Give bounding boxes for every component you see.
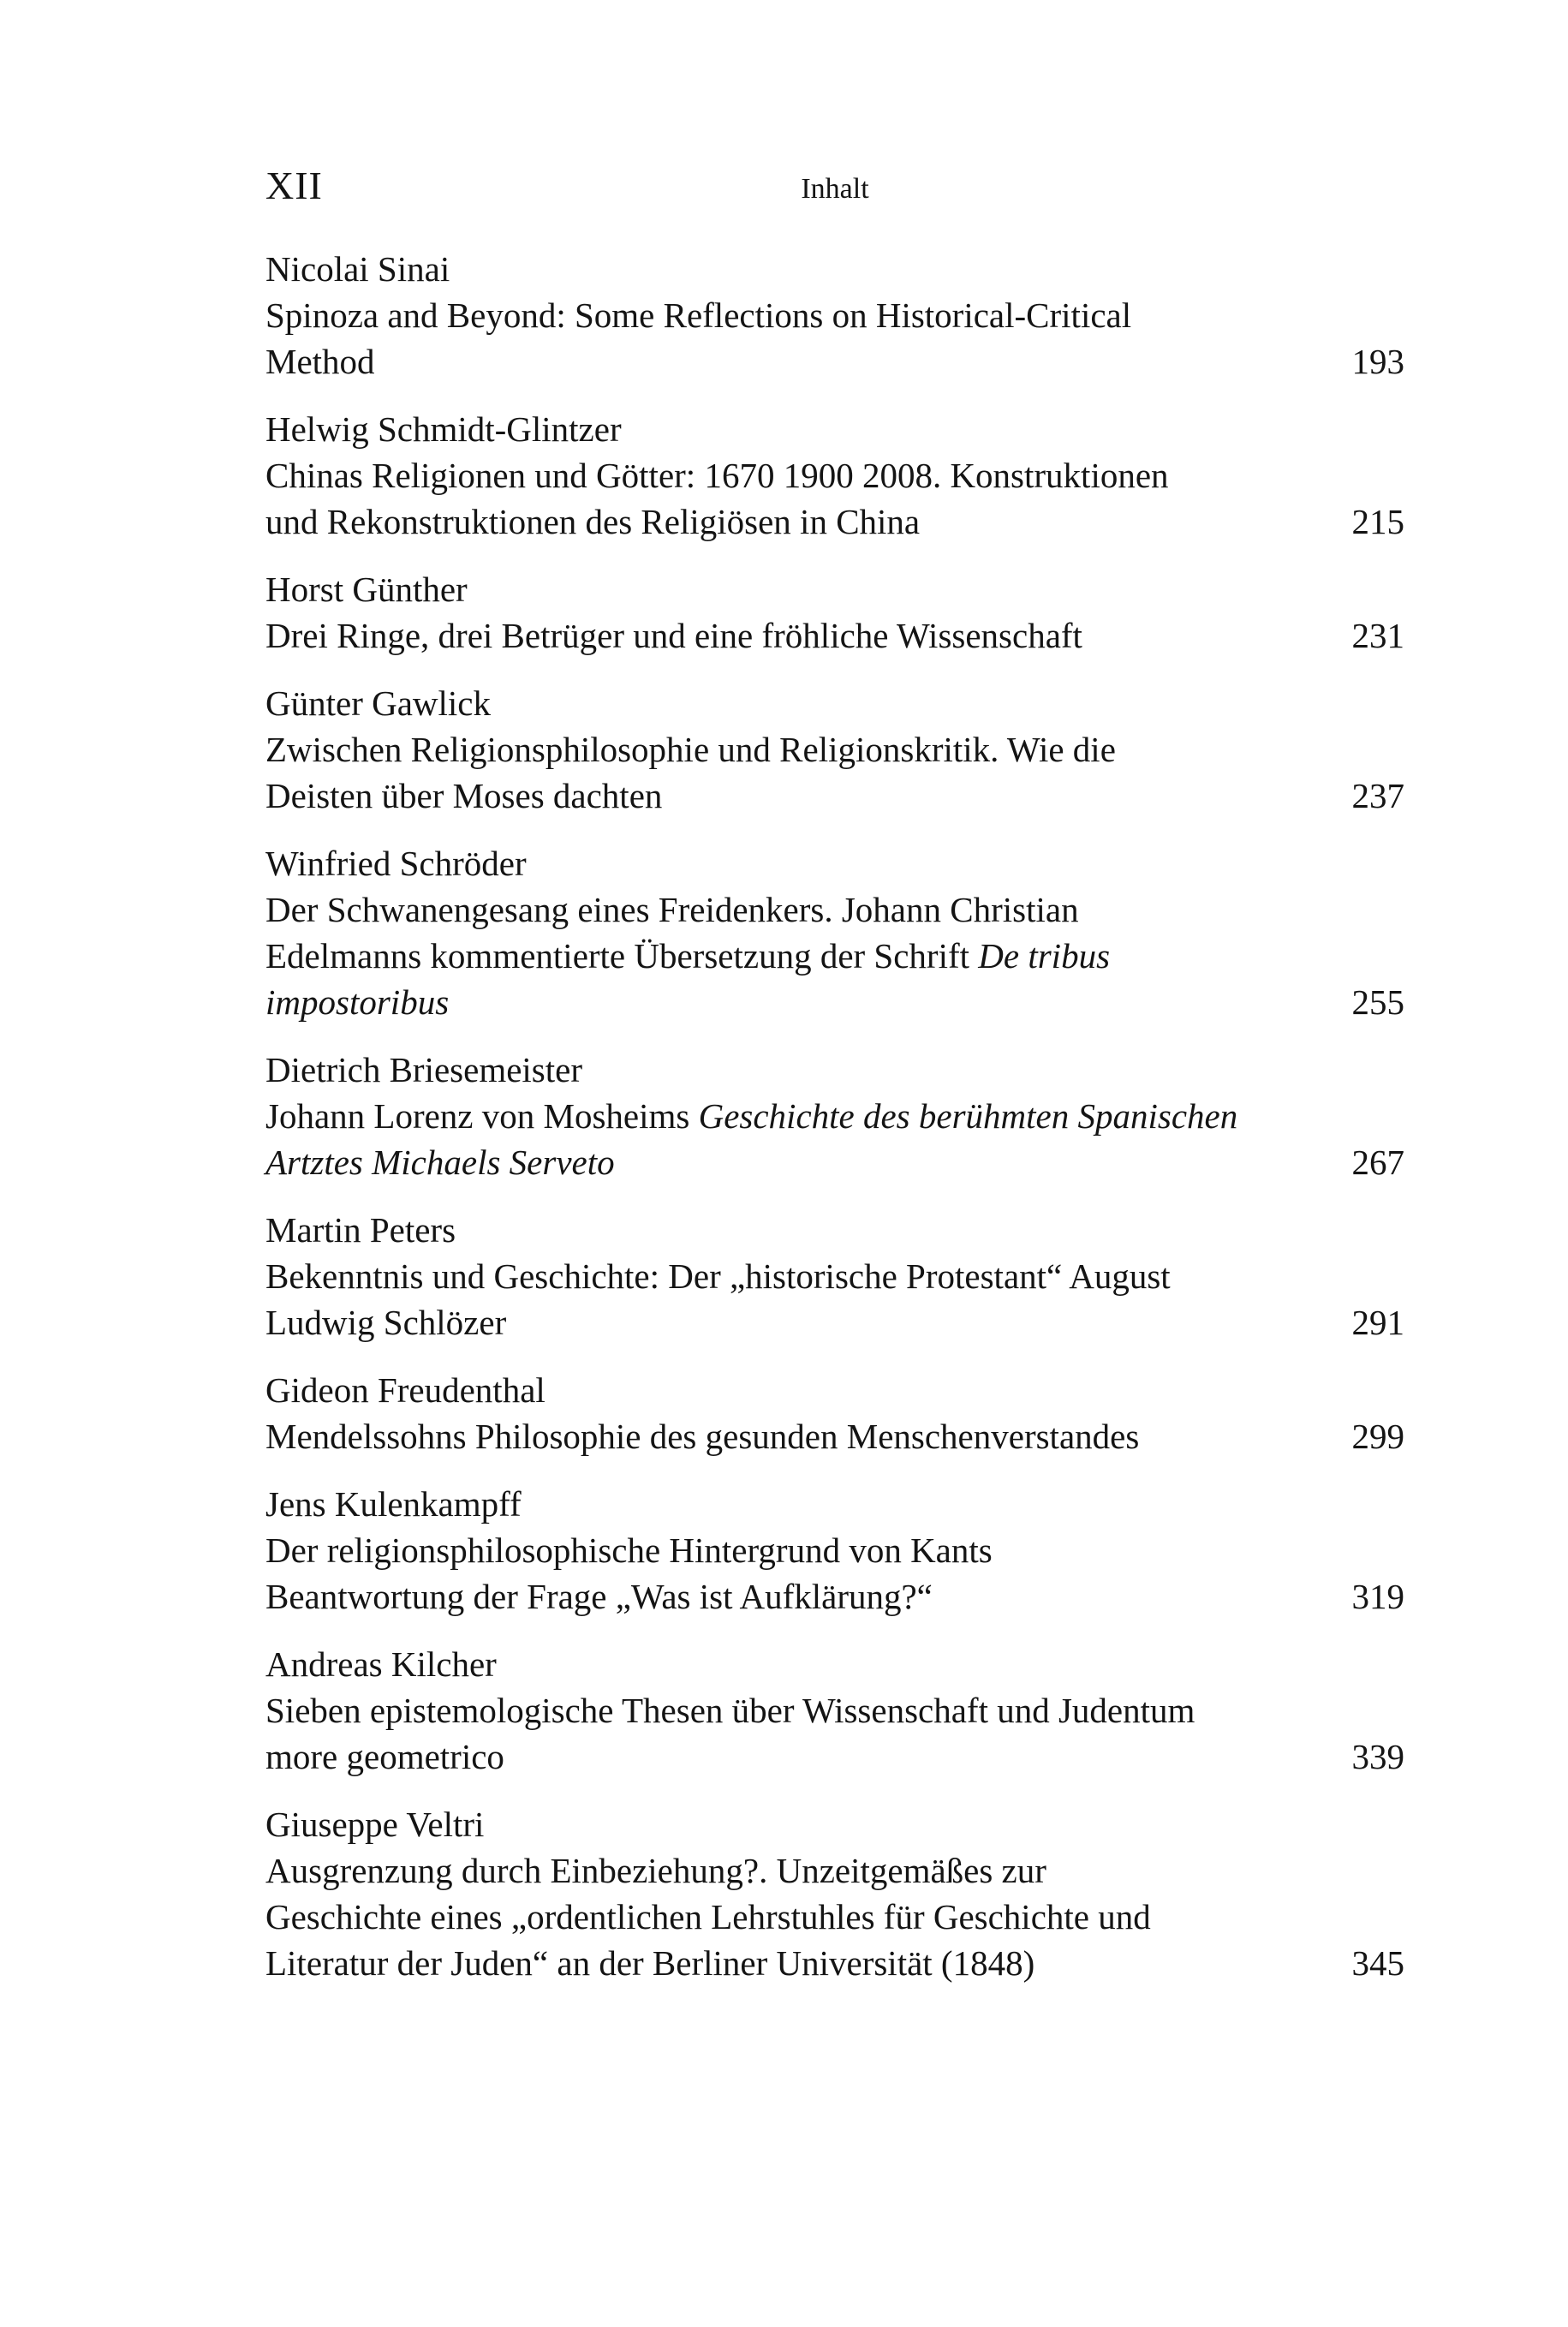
toc-author: Nicolai Sinai — [265, 249, 450, 289]
toc-page-number: 319 — [1351, 1577, 1404, 1616]
title-text: Literatur der Juden“ an der Berliner Universität (1848) — [265, 1943, 1035, 1983]
toc-title-last-line — [265, 1413, 1404, 1459]
dot-leader — [1043, 1940, 1315, 1986]
toc-page-number: 267 — [1351, 1143, 1404, 1182]
toc-entry — [265, 566, 1404, 659]
dot-leader — [384, 338, 1315, 385]
toc-title-last-line — [265, 979, 1404, 1025]
toc-title-line — [265, 1093, 1404, 1139]
toc-title-last-line — [265, 1733, 1404, 1780]
toc-page-number: 231 — [1351, 616, 1404, 655]
page-header — [265, 163, 1404, 214]
dot-leader — [457, 979, 1315, 1025]
dot-leader — [515, 1299, 1315, 1345]
toc-entry — [265, 1207, 1404, 1345]
toc-entry — [265, 1641, 1404, 1780]
toc-title-last-line — [265, 612, 1404, 659]
dot-leader — [513, 1733, 1315, 1780]
toc-author: Gideon Freudenthal — [265, 1370, 546, 1410]
toc-title-line — [265, 933, 1404, 979]
dot-leader — [1148, 1413, 1315, 1459]
toc-entry — [265, 246, 1404, 385]
italic-title-text: impostoribus — [265, 982, 450, 1022]
toc-author: Andreas Kilcher — [265, 1644, 497, 1684]
toc-author: Martin Peters — [265, 1210, 456, 1250]
toc-author: Horst Günther — [265, 570, 468, 609]
toc-title-last-line — [265, 338, 1404, 385]
toc-title-line: Bekenntnis und Geschichte: Der „historische Protestant“ August — [265, 1256, 1171, 1296]
toc-title-text — [265, 1139, 615, 1185]
toc-title-last-line — [265, 1299, 1404, 1345]
title-text: Ludwig Schlözer — [265, 1303, 507, 1342]
toc-title-last-line — [265, 498, 1404, 545]
toc-title-last-line — [265, 773, 1404, 819]
dot-leader — [941, 1573, 1315, 1620]
toc-entry — [265, 1481, 1404, 1620]
italic-title-text: Geschichte des berühmten Spanischen — [698, 1096, 1238, 1136]
page-folio: XII — [265, 164, 323, 207]
toc-title-text — [265, 498, 920, 545]
toc-page-number: 299 — [1351, 1417, 1404, 1456]
toc-title-line: Geschichte eines „ordentlichen Lehrstuhles für Geschichte und — [265, 1897, 1151, 1936]
toc-entry — [265, 840, 1404, 1025]
toc-entry — [265, 406, 1404, 545]
toc-page-number: 291 — [1351, 1303, 1404, 1342]
toc-title-text — [265, 1413, 1139, 1459]
toc-title-text — [265, 1733, 504, 1780]
toc-title-text — [265, 612, 1082, 659]
italic-title-text: De tribus — [978, 936, 1111, 976]
toc-page-number: 345 — [1351, 1943, 1404, 1983]
toc-author: Winfried Schröder — [265, 844, 527, 883]
toc-title-line: Sieben epistemologische Thesen über Wissenschaft und Judentum — [265, 1691, 1195, 1730]
toc-author: Jens Kulenkampff — [265, 1484, 522, 1524]
toc-title-line: Zwischen Religionsphilosophie und Religionskritik. Wie die — [265, 730, 1116, 769]
toc-title-text — [265, 1940, 1034, 1986]
toc-title-text — [265, 773, 662, 819]
toc-title-line: Der religionsphilosophische Hintergrund von Kants — [265, 1530, 993, 1570]
dot-leader — [623, 1139, 1315, 1185]
italic-title-text: Artztes Michaels Serveto — [265, 1143, 615, 1182]
toc-author: Giuseppe Veltri — [265, 1805, 485, 1844]
toc-title-line: Spinoza and Beyond: Some Reflections on Historical-Critical — [265, 295, 1132, 335]
table-of-contents — [265, 246, 1404, 2008]
toc-title-line: Der Schwanengesang eines Freidenkers. Johann Christian — [265, 890, 1079, 929]
toc-entry — [265, 1801, 1404, 1986]
title-text: more geometrico — [265, 1737, 504, 1776]
toc-title-text — [265, 1573, 933, 1620]
toc-page-number: 339 — [1351, 1737, 1404, 1776]
title-text: Method — [265, 342, 375, 381]
title-text: Mendelssohns Philosophie des gesunden Menschenverstandes — [265, 1417, 1140, 1456]
toc-title-text — [265, 338, 375, 385]
title-text: Beantwortung der Frage „Was ist Aufklärung?“ — [265, 1577, 933, 1616]
title-text: und Rekonstruktionen des Religiösen in China — [265, 502, 921, 541]
dot-leader — [928, 498, 1315, 545]
toc-title-text — [265, 979, 449, 1025]
title-text: Deisten über Moses dachten — [265, 776, 663, 815]
dot-leader — [671, 773, 1315, 819]
toc-title-last-line — [265, 1940, 1404, 1986]
title-text: Johann Lorenz von Mosheims — [265, 1096, 699, 1136]
toc-entry — [265, 1047, 1404, 1185]
toc-entry — [265, 680, 1404, 819]
toc-author: Günter Gawlick — [265, 683, 491, 723]
title-text: Drei Ringe, drei Betrüger und eine fröhliche Wissenschaft — [265, 616, 1082, 655]
toc-page-number: 193 — [1351, 342, 1404, 381]
toc-title-last-line — [265, 1573, 1404, 1620]
toc-author: Helwig Schmidt-Glintzer — [265, 409, 622, 449]
title-text: Edelmanns kommentierte Übersetzung der Schrift — [265, 936, 979, 976]
toc-page-number: 215 — [1351, 502, 1404, 541]
running-head: Inhalt — [801, 173, 869, 205]
toc-entry — [265, 1367, 1404, 1459]
toc-page-number: 237 — [1351, 776, 1404, 815]
toc-author: Dietrich Briesemeister — [265, 1050, 583, 1089]
toc-title-line: Chinas Religionen und Götter: 1670 1900 2008. Konstruktionen — [265, 456, 1169, 495]
dot-leader — [1091, 612, 1315, 659]
toc-title-line: Ausgrenzung durch Einbeziehung?. Unzeitgemäßes zur — [265, 1851, 1046, 1890]
toc-title-last-line — [265, 1139, 1404, 1185]
toc-page-number: 255 — [1351, 982, 1404, 1022]
toc-title-text — [265, 1299, 506, 1345]
